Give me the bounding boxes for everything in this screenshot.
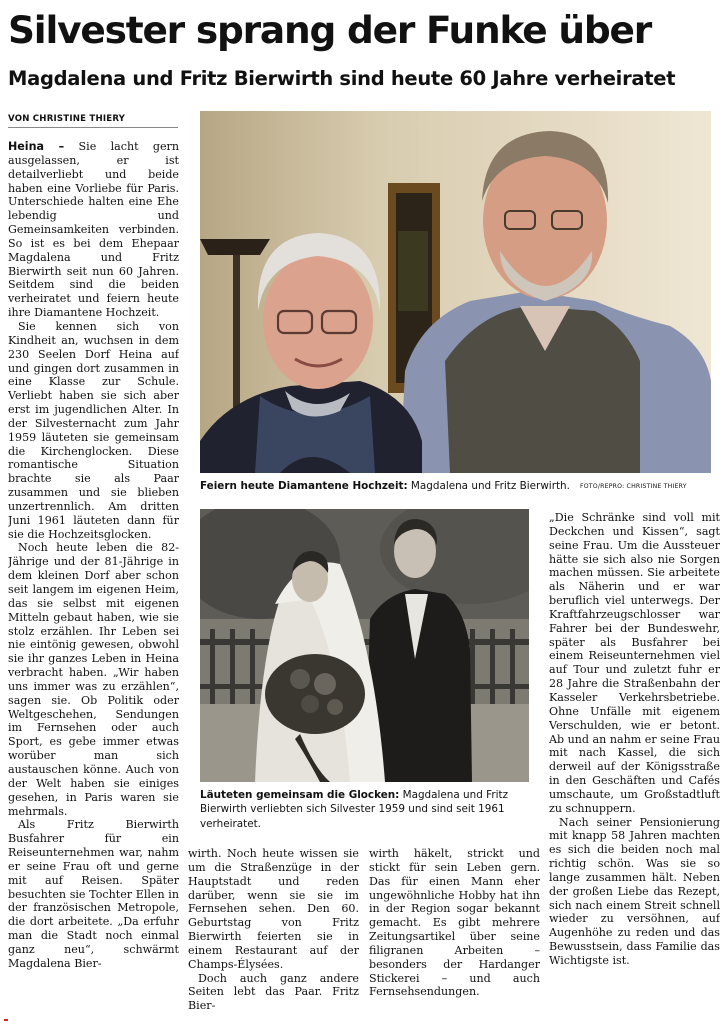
article-column-4: [549, 511, 720, 1016]
couple-photo: [200, 111, 711, 473]
paragraph-1: [8, 140, 179, 320]
page-marker: [4, 1019, 8, 1021]
paragraph-5-continued: wirth häkelt, strickt und stickt für sein Leben gern. Das für einen Mann eher ungewöhnliche Hobby hat ihn in der Region sogar bekannt gemacht. Es gibt mehrere Zeitungsartikel über seine filigranen Arbeiten – besonders der Hardanger Stickerei – und auch Fernsehsendungen.: [369, 847, 540, 999]
main-caption-lead: Feiern heute Diamantene Hochzeit:: [200, 480, 408, 492]
wedding-caption-text: Magdalena und Fritz Bierwirth verliebten sich Silvester 1959 und sind seit 1961 verheiratet.: [200, 789, 509, 830]
paragraph-6: „Die Schränke sind voll mit Deckchen und Kissen“, sagt seine Frau. Um die Aussteuer hätte sie sich also nie Sorgen machen müssen. Sie arbeitete als Näherin und er war beruflich viel unterwegs. Der Kraftfahrzeugschlosser war Fahrer bei der Bundeswehr, später als Busfahrer bei einem Reiseunternehmen viel auf Tour und zuletzt fuhr er 28 Jahre die Straßenbahn der Kasseler Verkehrsbetriebe. Ohne Unfälle mit eigenem Verschulden, wie er betont. Ab und an nahm er seine Frau mit nach Kassel, die sich derweil auf der Königsstraße in den Geschäften und Cafés umschaute, um Großstadtluft zu schnuppern.: [549, 511, 720, 815]
paragraph-4: Als Fritz Bierwirth Busfahrer für ein Reiseunternehmen war, nahm er seine Frau oft und gerne mit auf Reisen. Später besuchten sie Tochter Ellen in der französischen Metropole, die dort arbeitete. „Da erfuhr man die Stadt noch einmal ganz neu“, schwärmt Magdalena Bier-: [8, 818, 179, 970]
paragraph-5: Doch auch ganz andere Seiten lebt das Paar. Fritz Bier-: [188, 971, 359, 1012]
paragraph-2: Sie kennen sich von Kindheit an, wuchsen in dem 230 Seelen Dorf Heina auf und gingen dort zusammen in eine Klasse zur Schule. Verliebt haben sie sich aber erst im jugendlichen Alter. In der Silvesternacht zum Jahr 1959 läuteten sie gemeinsam die Kirchenglocken. Diese romantische Situation brachte sie als Paar zusammen und sie blieben unzertrennlich. Am dritten Juni 1961 läuteten dann für sie die Hochzeitsglocken.: [8, 319, 179, 541]
main-caption-text: Magdalena und Fritz Bierwirth.: [407, 480, 570, 492]
paragraph-7: Nach seiner Pensionierung mit knapp 58 Jahren machten es sich die beiden noch mal richtig schön. Was sie so lange zusammen hält. Neben der großen Liebe das Rezept, sich nach einem Streit schnell wieder zu versöhnen, auf Augenhöhe zu reden und das Bewusstsein, dass Familie das Wichtigste ist.: [549, 815, 720, 967]
paragraph-4-continued: wirth. Noch heute wissen sie um die Straßenzüge in der Hauptstadt und reden darüber, wenn sie sie im Fernsehen sehen. Den 60. Geburtstag von Fritz Bierwirth feierten sie in einem Restaurant auf der Champs-Élysées.: [188, 847, 359, 971]
dateline: Heina –: [8, 140, 65, 153]
article-column-3: [369, 847, 540, 1012]
article-column-1: [8, 140, 179, 1015]
headline: Silvester sprang der Funke über: [8, 8, 652, 52]
article-column-2: [188, 847, 359, 1012]
wedding-photo: [200, 509, 529, 782]
photo-credit: FOTO/REPRO: CHRISTINE THIERY: [579, 483, 687, 490]
wedding-photo-caption: [200, 788, 534, 831]
subheadline: Magdalena und Fritz Bierwirth sind heute 60 Jahre verheiratet: [8, 67, 676, 90]
paragraph-1-text: Sie lacht gern ausgelassen, er ist detailverliebt und beide haben eine Vorliebe für Paris. Unterschiede halten eine Ehe lebendig und Gemeinsamkeiten verbinden. So ist es bei dem Ehepaar Magdalena und Fritz Bierwirth seit nun 60 Jahren. Seitdem sind die beiden verheiratet und feiern heute ihre Diamantene Hochzeit.: [8, 140, 179, 320]
main-photo-caption: [200, 479, 720, 494]
paragraph-3: Noch heute leben die 82-Jährige und der 81-Jährige in dem kleinen Dorf aber schon seit langem im eigenen Heim, das sie selbst mit eigenen Mitteln gebaut haben, wie sie stolz erzählen. Ihr Leben sei nie eintönig gewesen, obwohl sie ihr ganzes Leben in Heina verbracht haben. „Wir haben uns immer was zu erzählen“, sagen sie. Ob Politik oder Weltgeschehen, Sendungen im Fernsehen oder auch Sport, es gebe immer etwas worüber man sich austauschen könne. Auch von der Welt haben sie einiges gesehen, in Paris waren sie mehrmals.: [8, 541, 179, 818]
couple-photo-illustration: [200, 111, 711, 473]
wedding-caption-lead: Läuteten gemeinsam die Glocken:: [200, 789, 400, 801]
byline: VON CHRISTINE THIERY: [8, 114, 178, 128]
wedding-photo-illustration: [200, 509, 529, 782]
